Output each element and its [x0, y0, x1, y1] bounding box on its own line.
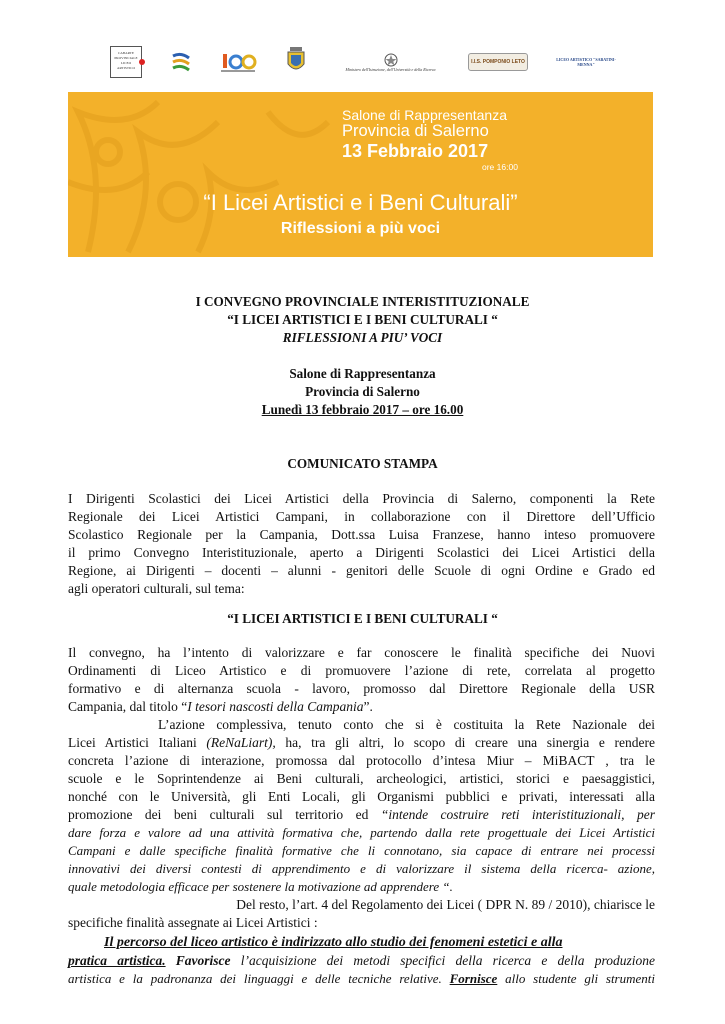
logo1-text: CABARTE PROVINCIALE LICEO ARTISTICO [114, 51, 138, 70]
p2-title-italic: I tesori nascosti della Campania [187, 699, 364, 714]
venue-province: Provincia di Salerno [305, 384, 420, 399]
p4-line: Del resto, l’art. 4 del Regolamento dei Licei ( DPR N. 89 / 2010), chiarisce le [236, 897, 655, 912]
p3-quote-line: Campani e dalle specifiche finalità formative che li connotano, sia capace di entrare nei processi [68, 843, 655, 858]
paragraph-intro [68, 490, 655, 598]
miur-text: Ministero dell'Istruzione, dell'Università e della Ricerca [345, 66, 436, 72]
p1-line: Regione, ai Dirigenti – docenti – alunni - genitori delle Scuole di ogni Ordine e Grado ed [68, 563, 655, 578]
quote-text: l’acquisizione dei metodi specifici della ricerca e della produzione [230, 953, 656, 968]
paragraph-action [68, 716, 655, 896]
republic-emblem-icon [384, 53, 398, 67]
convegno-subtitle: RIFLESSIONI A PIU’ VOCI [282, 330, 443, 345]
quote-text: allo studente gli strumenti [497, 971, 655, 986]
p1-line: Scolastico Regionale per la Campania, Dott.ssa Luisa Franzese, hanno inteso promuovere [68, 527, 655, 542]
swirl-logo-icon [169, 50, 193, 74]
convegno-title: I CONVEGNO PROVINCIALE INTERISTITUZIONALE [195, 294, 530, 309]
banner-date: 13 Febbraio 2017 [342, 141, 489, 161]
pomponio-text: I.I.S. POMPONIO LETO [471, 59, 525, 65]
press-release-title: COMUNICATO STAMPA [287, 456, 438, 471]
liceo-logo-box-icon [110, 46, 142, 78]
quote-line: Il percorso del liceo artistico è indirizzato allo studio dei fenomeni estetici e alla [104, 935, 563, 950]
quote-text: artistica e la padronanza dei linguaggi e delle tecniche relative. [68, 971, 450, 986]
quote-bold: pratica artistica. [68, 953, 166, 968]
sabatini-text: LICEO ARTISTICO "SABATINI-MENNA" [556, 57, 616, 67]
quote-line [68, 970, 655, 988]
logos-row [100, 38, 660, 88]
p1-line: agli operatori culturali, sul tema: [68, 581, 245, 596]
p2-text: ”. [363, 699, 373, 714]
paragraph-intent [68, 644, 655, 716]
banner-province: Provincia di Salerno [342, 122, 489, 140]
p3-line [68, 806, 655, 824]
p3-text: ha, tra gli altri, lo scopo di creare una sinergia e rendere [275, 735, 655, 750]
p3-quote-line: innovativi dei diversi contesti di apprendimento e di valorizzare il sistema della ricerca- azione, [68, 861, 655, 876]
logo-ibc [218, 38, 258, 86]
logo-liceo-artistico [108, 38, 144, 86]
p3-line: concreta l’azione di interazione, promossa dal protocollo d’intesa Miur – MiBACT , tra le [68, 753, 655, 768]
p3-text: Licei Artistici Italiani [68, 735, 207, 750]
theme-title: “I LICEI ARTISTICI E I BENI CULTURALI “ [227, 611, 498, 626]
p3-line: scuole e le Soprintendenze ai Beni culturali, archeologici, artistici, storici e paesaggistici, [68, 771, 655, 786]
red-dot-icon [139, 59, 145, 65]
convegno-theme: “I LICEI ARTISTICI E I BENI CULTURALI “ [227, 312, 498, 327]
p1-line: Regionale dei Licei Artistici Campani, in collaborazione con il Direttore dell’Ufficio [68, 509, 655, 524]
logo-provincia-salerno [282, 38, 310, 86]
logo-swirl [168, 38, 194, 86]
logo-sabatini-menna [550, 38, 622, 86]
p3-line: L’azione complessiva, tenuto conto che si è costituita la Rete Nazionale dei [158, 717, 655, 732]
banner-venue: Salone di Rappresentanza [342, 107, 508, 123]
p3-quote: “intende costruire reti interistituzionali, per [380, 807, 655, 822]
p3-quote-line: dare forza e valore ad una attività formativa che, partendo dalla rete progettuale dei Licei Artistici [68, 825, 655, 840]
p2-line [68, 698, 655, 716]
p3-renaliart: (ReNaLiart), [206, 735, 276, 750]
p2-line: Ordinamenti di Liceo Artistico e di promuovere l’azione di rete, correlata al progetto [68, 663, 655, 678]
p1-line: il primo Convegno Interistituzionale, aperto a Dirigenti Scolastici dei Licei Artistici della [68, 545, 655, 560]
logo-miur [338, 38, 443, 86]
p2-line: formativo e di alternanza scuola - lavoro, promosso dal Direttore Regionale della USR [68, 681, 655, 696]
p2-text: Campania, dal titolo “ [68, 699, 188, 714]
p3-quote-line: quale metodologia efficace per sostenere la motivazione ad apprendere “. [68, 879, 453, 894]
quote-line [68, 952, 655, 970]
p3-line [68, 734, 655, 752]
event-banner [68, 92, 653, 257]
p3-line: nonché con le Università, gli Enti Locali, gli Organismi pubblici e privati, interessati alla [68, 789, 655, 804]
banner-time: ore 16:00 [482, 162, 518, 172]
banner-title: “I Licei Artistici e i Beni Culturali” [203, 190, 518, 215]
regulation-quote [68, 934, 655, 988]
venue-name: Salone di Rappresentanza [289, 366, 436, 381]
logo-pomponio-leto [468, 38, 528, 86]
p1-line: I Dirigenti Scolastici dei Licei Artistici della Provincia di Salerno, componenti la Rete [68, 491, 655, 506]
p3-text: promozione dei beni culturali sul territorio ed [68, 807, 381, 822]
banner-subtitle: Riflessioni a più voci [280, 220, 441, 237]
quote-bold: Favorisce [165, 953, 231, 968]
p2-line: Il convegno, ha l’intento di valorizzare e far conoscere le finalità specifiche dei Nuovi [68, 645, 655, 660]
paragraph-regulation [68, 896, 655, 932]
ibc-logo-icon [219, 50, 257, 74]
crest-icon [285, 46, 307, 78]
quote-bold: Fornisce [449, 971, 498, 986]
p4-line: specifiche finalità assegnate ai Licei Artistici : [68, 915, 318, 930]
venue-date: Lunedì 13 febbraio 2017 – ore 16.00 [261, 402, 464, 417]
